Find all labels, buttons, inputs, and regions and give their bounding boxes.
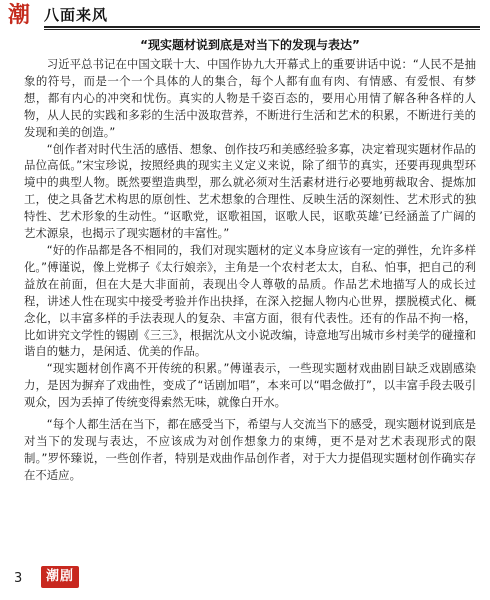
paragraph: “好的作品都是各不相同的，我们对现实题材的定义本身应该有一定的弹性，允许多样化。”傅谨说，像上党梆子《太行娘亲》，主角是一个农村老太太，自私、怕事，把自己的利益放在前面，但在大是大非面前，表现出令人尊敬的品质。作品艺术地描写人的成长过程，讲述人性在现实中接受考验并作出抉择，在深入挖掘人物内心世界，摆脱模式化、概念化，以丰富多样的手法表现人的复杂、丰富方面，很有代表性。还有的作品不拘一格，比如讲究文学性的锡剧《三三》，根据沈从文小说改编，诗意地写出城市乡村美学的碰撞和谐自的魅力，是闲适、优美的作品。 [24,242,476,359]
header-rule-thin [44,29,480,30]
header-rule [44,26,480,28]
article-title: “现实题材说到底是对当下的发现与表达” [140,38,360,52]
paragraph: “每个人都生活在当下，都在感受当下，希望与人交流当下的感受，现实题材说到底是对当下的发现与表达，不应该成为对创作想象力的束缚，更不是对艺术表现形式的限制。”罗怀臻说，一些创作者，特别是戏曲作品创作者，对于大力提倡现实题材创作确实存在不适应。 [24,417,476,482]
page-header [0,0,490,28]
paragraph: “现实题材创作离不开传统的积累。”傅谨表示，一些现实题材戏曲剧目缺乏戏剧感染力，是因为摒弃了戏曲性，变成了“话剧加唱”，本来可以“唱念做打”，以丰富手段去吸引观众，因为丢掉了传统变得索然无味，就像白开水。 [24,361,476,410]
page-number: 3 [14,571,23,586]
magazine-logo-mark: 潮 [7,2,30,28]
footer-logo: 潮剧 [41,566,79,588]
paragraph: “创作者对时代生活的感悟、想象、创作技巧和美感经验多寡，决定着现实题材作品的品位高低。”宋宝珍说，按照经典的现实主义定义来说，除了细节的真实，还要再现典型环境中的典型人物。既然要塑造典型，那么就必须对生活素材进行必要地剪裁取舍、提炼加工，使之具备艺术构思的原创性、艺术想象的合理性、反映生活的深刻性、艺术形式的独特性、艺术形象的生动性。“讴歌党，讴歌祖国，讴歌人民，讴歌英雄’已经涵盖了广阔的艺术源泉，也揭示了现实题材的丰富性。” [24,141,476,241]
article-body [24,37,476,484]
paragraph: 习近平总书记在中国文联十大、中国作协九大开幕式上的重要讲话中说：“人民不是抽象的符号，而是一个一个具体的人的集合，每个人都有血有肉、有情感、有爱恨、有梦想，都有内心的冲突和忧伤。真实的人物是千姿百态的，要用心用情了解各种各样的人物，从人民的实践和多彩的生活中汲取营养，不断进行生活和艺术的积累，不断进行美的发现和美的创造。” [24,57,476,139]
section-title: 八面来风 [44,6,109,24]
